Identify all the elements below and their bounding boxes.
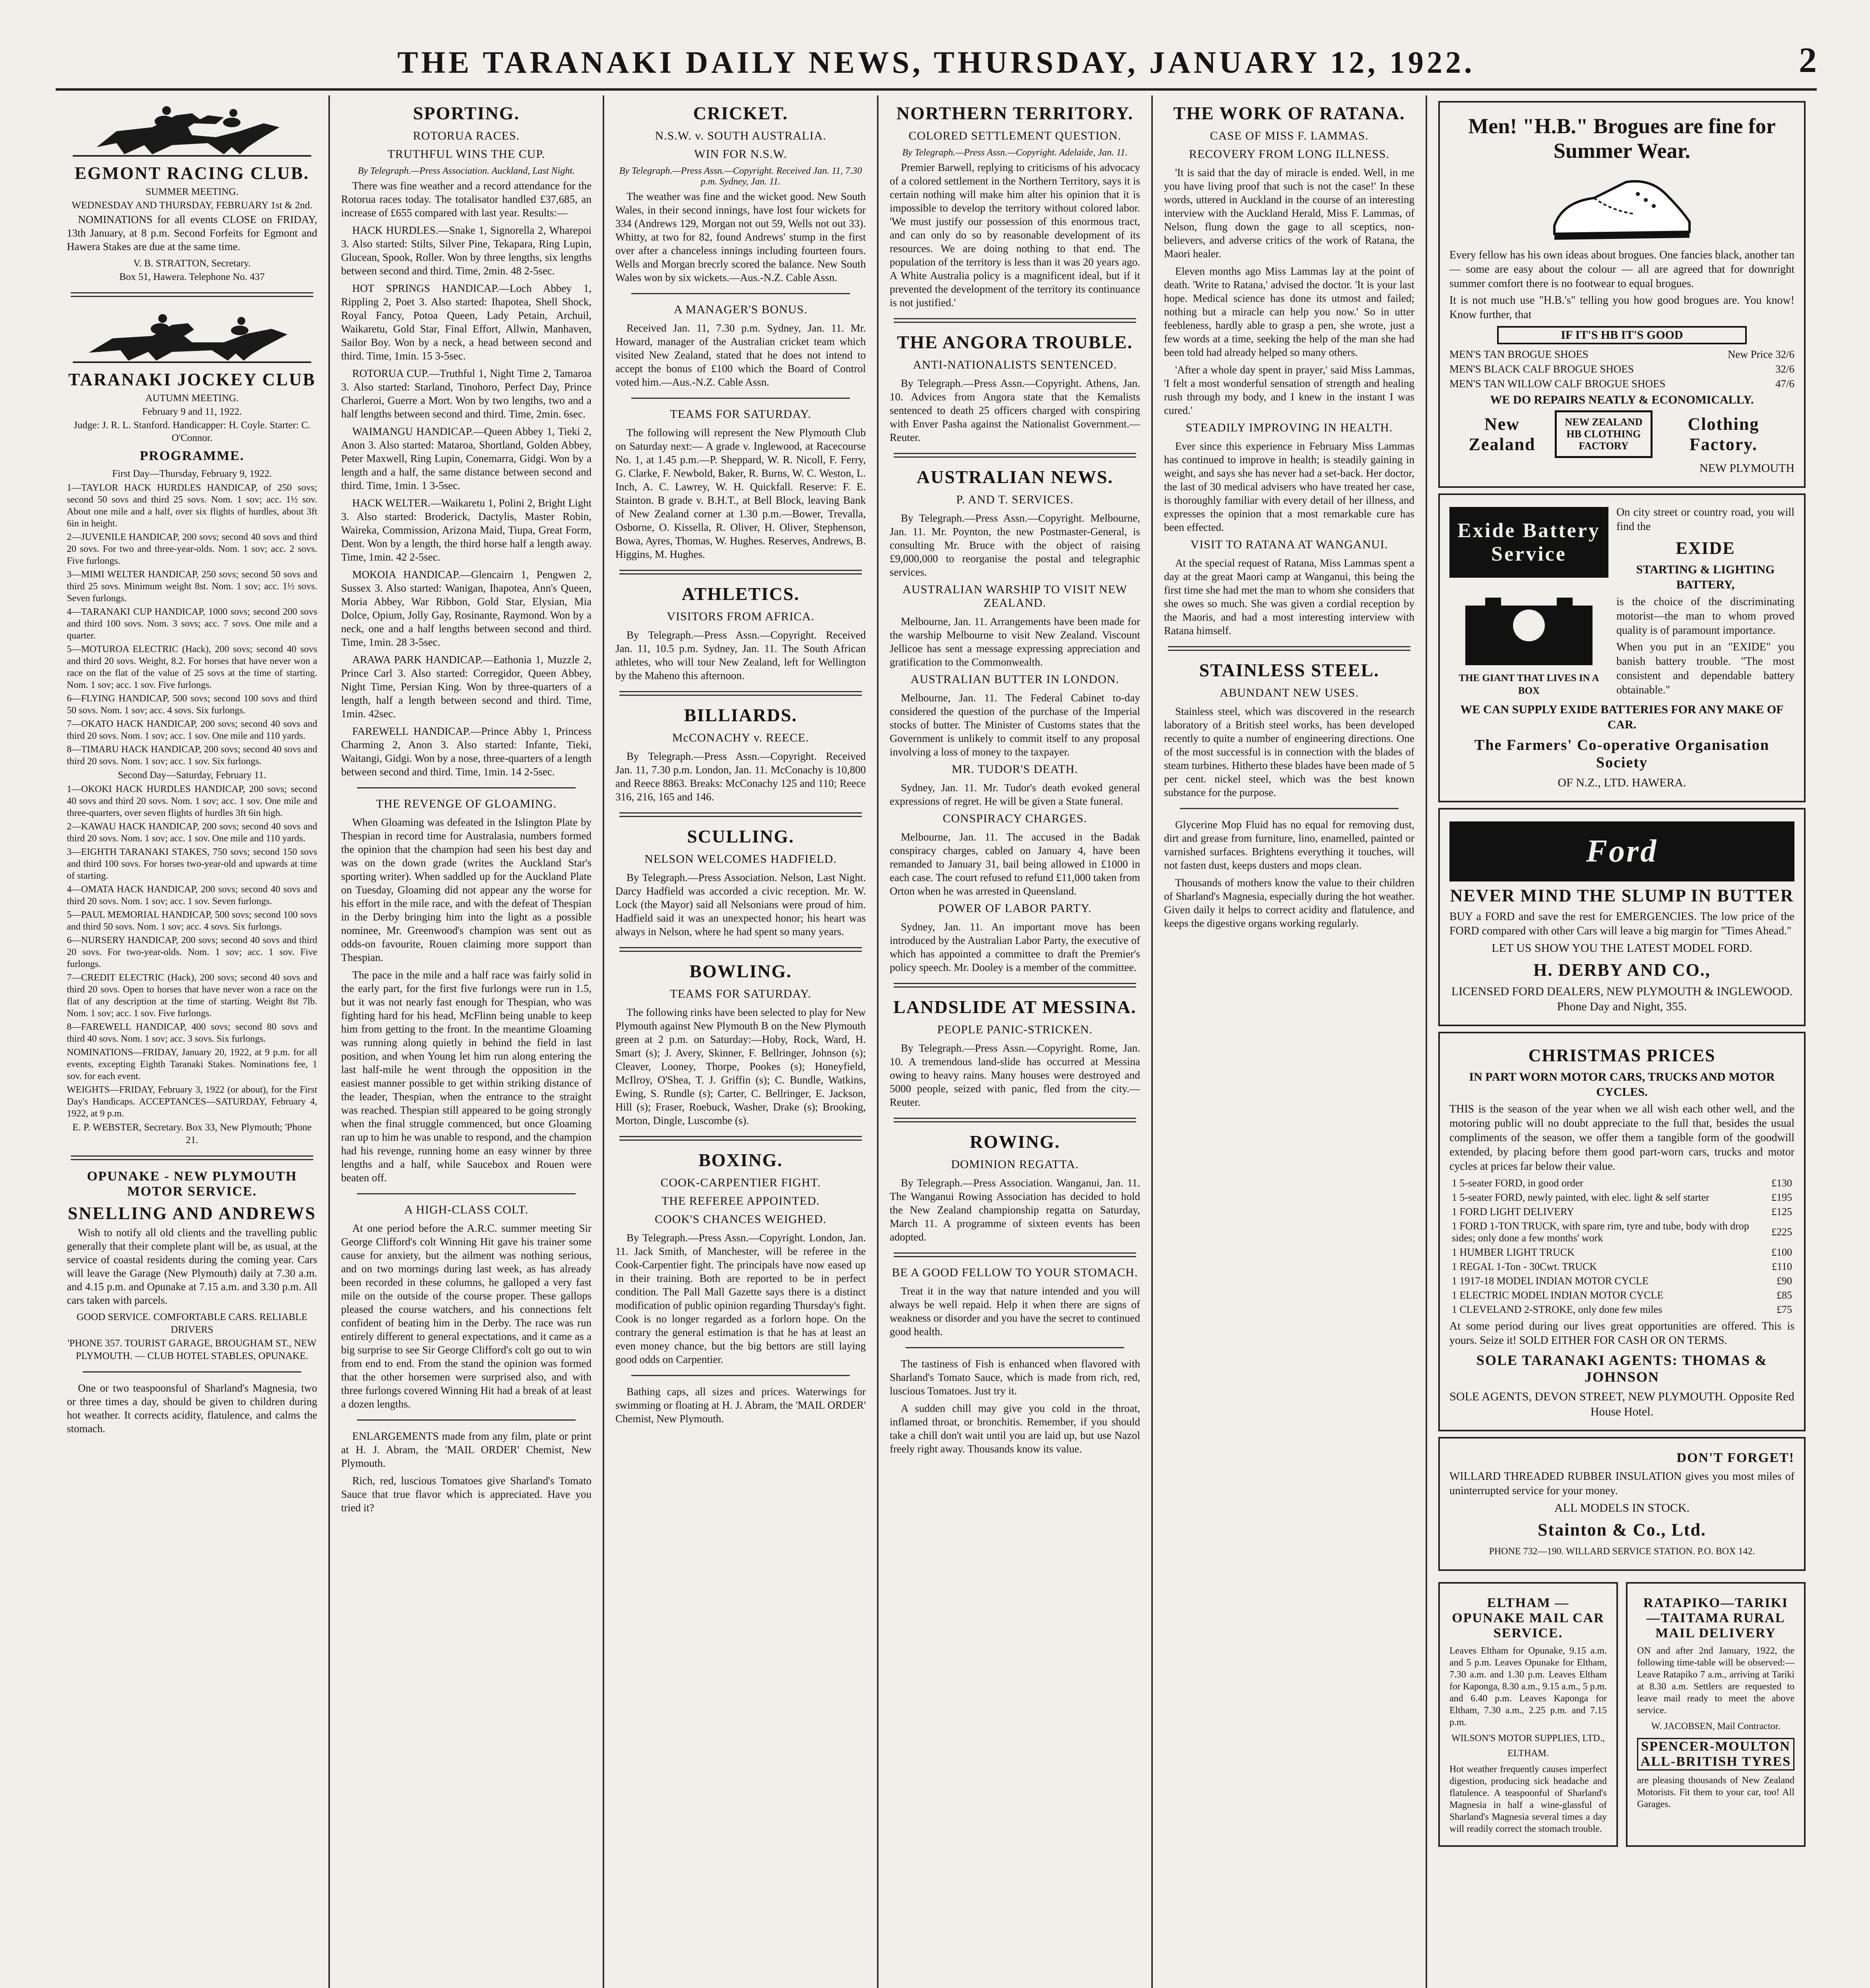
nz-factory-row [1449,410,1794,458]
messina-heading: LANDSLIDE AT MESSINA. [893,997,1137,1017]
price-row [1449,348,1794,361]
table-row [1449,1260,1794,1274]
nz-left: New Zealand [1468,414,1536,454]
divider [619,812,862,817]
improve-heading: STEADILY IMPROVING IN HEALTH. [1185,421,1393,434]
article-paragraph: Eleven months ago Miss Lammas lay at the point of death. 'Write to Ratana,' advised the doctor. 'It is your last hope. Medical science has done its utmost and failed; nothing but a miracle can help you now.' So in utter feebleness, hardly able to grasp a pen, she wrote, just a few words at a time, seeking the help of the man she had been told had already helped so many others. [1164,265,1414,358]
price-item: MEN'S TAN WILLOW CALF BROGUE SHOES [1449,378,1666,390]
ratapiko-heading: RATAPIKO—TARIKI—TAITAMA RURAL MAIL DELIVERY [1643,1596,1789,1640]
divider [1168,646,1410,651]
ford-logo: Ford [1449,821,1794,881]
article-paragraph: By Telegraph.—Press Assn.—Copyright. Received Jan. 11, 10.5 p.m. Sydney, Jan. 11. The South African athletes, who will tour New Zealand, left for Wellington by the Maheno this afternoon. [615,629,866,681]
divider [357,787,576,788]
article-paragraph: HACK HURDLES.—Snake 1, Signorella 2, Wharepoi 3. Also started: Stilts, Silver Pine, Tekapara, Ring Lupin, Glucean, Spook, Roller. Won by three lengths, six lengths between second and third. Time, 2min. 48 2-5sec. [341,224,592,277]
article-paragraph: The weather was fine and the wicket good. New South Wales, in their second innings, have lost four wickets for 334 (Andrews 129, Morgan not out 59, Wells not out 33). Whitty, at two for 82, found Andrews' stump in the first over after a chanceless innings including fourteen fours. Wells and Morgan brecrly scored the balance. New South Wales won by six wickets.—Aus.-N.Z. Cable Assn. [615,190,866,283]
divider [631,398,850,399]
race-entry: 8—TIMARU HACK HANDICAP, 200 sovs; second 40 sovs and third 20 sovs. Nom. 1 sov; acc. 1 sov. Six furlongs. [67,744,317,767]
article-paragraph: Premier Barwell, replying to criticisms of his advocacy of a colored settlement in the Northern Territory, says it is certain nothing will make him alter his opinion that it is impossible to develop the territory without colored labor. 'We must justify our possession of this enormous tract, and can only do so by reasonable development of its resources. We are doing nothing to that end. The population of the territory is less than it was 20 years ago. A White Australia policy is a magnificent ideal, but if it prevented the development of the territory its continuance is not justified.' [890,161,1140,309]
jockey-officials: Judge: J. R. L. Stanford. Handicapper: H. Coyle. Starter: C. O'Connor. [74,420,310,443]
item-cell: 1 HUMBER LIGHT TRUCK [1452,1246,1575,1258]
farmers-sub: OF N.Z., LTD. HAWERA. [1558,776,1686,789]
exide-brand: EXIDE [1676,538,1735,558]
article-paragraph: Sydney, Jan. 11. An important move has been introduced by the Australian Labor Party, the executive of which has appointed a committee to draft the Premier's policy speech. Mr. Dooley is a member of the committee. [890,921,1140,973]
article-paragraph: FAREWELL HANDICAP.—Prince Abby 1, Princess Charming 2, Anon 3. Also started: Infante, Tieki, Waitangi, Gidgi. Won by a nose, three-quarters of a length between second and third. Time, 1min. 14 2-5sec. [341,725,592,778]
athletics-heading: ATHLETICS. [681,584,800,604]
angora-sub: ANTI-NATIONALISTS SENTENCED. [913,358,1117,371]
divider [619,570,862,575]
exide-text2: is the choice of the discriminating motorist—the man to whom proved quality is of paramount importance. [1616,596,1794,637]
xmas-text: THIS is the season of the year when we all wish each other well, and the motoring public will no doubt appreciate to the full that, besides the usual compliments of the season, we offer them a tangible form of the goodwill extended, by placing before them good part-worn cars, trucks and motor cycles at prices far below their value. [1449,1103,1794,1173]
exide-text: On city street or country road, you will find the [1616,506,1794,533]
item-cell: 1 FORD LIGHT DELIVERY [1452,1206,1574,1217]
table-row [1449,1288,1794,1303]
price-cell: £130 [1771,1177,1792,1189]
nz-town: NEW PLYMOUTH [1699,462,1794,475]
article-paragraph: Melbourne, Jan. 11. The Federal Cabinet to-day considered the question of the purchase of the Imperial stocks of butter. The Minister of Customs states that the Government is unlikely to commit itself to any proposal involving a loss of money to the taxpayer. [890,692,1140,758]
article-paragraph: Ever since this experience in February Miss Lammas has continued to improve in health; is steadily gaining in weight, and says she has never had a set-back. Her doctor, the last of 30 medical advisers who have treated her case, is thoroughly familiar with every detail of her illness, and expresses the opinion that a most remarkable cure has been effected. [1164,440,1414,533]
ratana-heading: THE WORK OF RATANA. [1173,103,1405,123]
table-row [1449,1245,1794,1260]
chill-ad: A sudden chill may give you cold in the throat, inflamed throat, or bronchitis. Remember, if you should take a chill don't wait until you are laid up, but use Nazol freely right away. Thousands know its value. [890,1402,1140,1455]
article-paragraph: WAIMANGU HANDICAP.—Queen Abbey 1, Tieki 2, Anon 3. Also started: Mataroa, Shortland, Golden Abbey, Peter Maxwell, Ring Lupin, Conemarra, Gidgi. Won by a length and a half, the same distance between second and third. Time, 1min. 1 3-5sec. [341,425,592,491]
exide-copy [1608,503,1794,700]
steel-sub: ABUNDANT NEW USES. [1220,686,1359,699]
colt-heading: A HIGH-CLASS COLT. [404,1203,529,1216]
xmas-heading: CHRISTMAS PRICES [1528,1046,1716,1065]
ford-show: LET US SHOW YOU THE LATEST MODEL FORD. [1492,942,1752,955]
race-entry: 1—TAYLOR HACK HURDLES HANDICAP, of 250 sovs; second 50 sovs and third 25 sovs. Nom. 1 sov; acc. 1½ sov. About one mile and a half, over six flights of hurdles, about 3ft 6in in height. [67,483,317,529]
pt-sub: P. AND T. SERVICES. [956,493,1074,506]
rowing-heading: ROWING. [970,1132,1060,1152]
race-entry: 1—OKOKI HACK HURDLES HANDICAP, 200 sovs; second 40 sovs and third 20 sovs. Nom. 1 sov; acc. 1 sov. One mile and three-quarters, over seven flights of hurdles 3ft 6in high. [67,784,317,818]
conspiracy-sub: CONSPIRACY CHARGES. [943,812,1087,825]
eltham-heading: ELTHAM — OPUNAKE MAIL CAR SERVICE. [1452,1596,1604,1640]
article-paragraph: The pace in the mile and a half race was fairly solid in the early part, for the first five furlongs were run in 1.5, but it was not nearly fast enough for Thespian, who was fighting hard for his head, McFlinn being unable to keep him from getting to the front. In the meantime Gloaming was running along quietly in behind the field in last position, and when Young let him run along entering the last half-mile he went through the opposition in the easiest manner possible to get within striking distance of the leader, Thespian, when the entrance to the straight was reached. Thespian still appeared to be going strongly when the final struggle commenced, but once Gloaming ran up to him he was unable to respond, and the champion had his revenge, running home an easy winner by three lengths and a half, while Saucebox and Rouen were beaten off. [341,969,592,1184]
article-paragraph: ROTORUA CUP.—Truthful 1, Night Time 2, Tamaroa 3. Also started: Starland, Tinohoro, Perfect Day, Prince Charleroi, Guerre a Mort. Won by two lengths, two and a half lengths between second and third. Time, 2min. 6sec. [341,367,592,420]
article-paragraph: By Telegraph.—Press Assn.—Copyright. Athens, Jan. 10. Advices from Angora state that the Kemalists sentenced to death 25 officers charged with conspiring with Enver Pasha against the Nationalist Government.—Reuter. [890,377,1140,443]
article-paragraph: By Telegraph.—Press Association. Nelson, Last Night. Darcy Hadfield was accorded a civic reception. Mr. W. Lock (the Mayor) said all Nelsonians were proud of him. Hadfield said it was an unexpected honor; his heart was always in Nelson, where he had spent so many years. [615,872,866,938]
exide-logo: Exide Battery Service [1449,507,1608,578]
exide-slogan: THE GIANT THAT LIVES IN A BOX [1459,673,1599,696]
good-service: GOOD SERVICE. COMFORTABLE CARS. RELIABLE DRIVERS [76,1312,308,1335]
article-paragraph: The following rinks have been selected to play for New Plymouth against New Plymouth B on the New Plymouth green at 2 p.m. on Saturday:—Hoby, Rock, Ward, H. Smart (s); J. Avery, Skinner, F. Bellringer, Johnson (s); Cleaver, Looney, Thorpe, Pookes (s); Honeyfield, McIlroy, O'Shea, T. J. Griffin (s); C. Bundle, Watkins, Ewing, S. Rundle (s); Carter, C. Bellringer, E. Jackson, Hill (s); Fraser, Roebuck, Washer, Drake (s); Brooking, Morton, Dingle, Luscombe (s). [615,1006,866,1126]
magnesia-note: One or two teaspoonsful of Sharland's Magnesia, two or three times a day, should be given to children during hot weather. It corrects acidity, flatulence, and calms the stomach. [67,1382,317,1435]
column-3 [604,95,879,1988]
divider [906,1347,1124,1348]
steel-heading: STAINLESS STEEL. [1199,660,1379,680]
thomas-johnson: SOLE TARANAKI AGENTS: THOMAS & JOHNSON [1476,1352,1768,1385]
egmont-dates: WEDNESDAY AND THURSDAY, FEBRUARY 1st & 2nd. [72,200,312,211]
willard-ad [1438,1437,1806,1571]
divider [619,947,862,952]
sculling-sub: NELSON WELCOMES HADFIELD. [644,852,837,866]
column-1 [56,95,330,1988]
willard-text: WILLARD THREADED RUBBER INSULATION gives you most miles of uninterrupted service for your money. [1449,1470,1794,1497]
angora-heading: THE ANGORA TROUBLE. [897,332,1133,352]
article-paragraph: By Telegraph.—Press Association. Wanganui, Jan. 11. The Wanganui Rowing Association has decided to hold the New Zealand championship regatta on Saturday, March 11. A programme of sixteen events has been adopted. [890,1177,1140,1243]
boxing-sub: COOK-CARPENTIER FIGHT. [660,1176,821,1189]
divider [894,1252,1136,1257]
article-paragraph: By Telegraph.—Press Assn.—Copyright. Melbourne, Jan. 11. Mr. Poynton, the new Postmaster-General, is consulting Mr. Bruce with the object of raising £9,000,000 to reorganise the postal and telegraphic services. [890,512,1140,578]
xmas-sub: IN PART WORN MOTOR CARS, TRUCKS AND MOTOR CYCLES. [1469,1070,1775,1099]
article-paragraph: By Telegraph.—Press Assn.—Copyright. Received Jan. 11, 7.30 p.m. London, Jan. 11. McConachy is 10,800 and Reece 8863. Breaks: McConachy 125 and 110; Reece 316, 216, 165 and 146. [615,750,866,803]
egmont-meeting: SUMMER MEETING. [145,186,239,197]
egmont-box: Box 51, Hawera. Telephone No. 437 [119,272,265,282]
bathing-ad: Bathing caps, all sizes and prices. Waterwings for swimming or floating at H. J. Abram, the 'MAIL ORDER' Chemist, New Plymouth. [615,1386,866,1425]
teams-heading: TEAMS FOR SATURDAY. [670,408,811,421]
article-paragraph: There was fine weather and a record attendance for the Rotorua races today. The totalisator handled £37,685, an increase of £655 compared with last year. Results:— [341,180,592,219]
race-entry: 5—MOTUROA ELECTRIC (Hack), 200 sovs; second 40 sovs and third 20 sovs. Weight, 8.2. For horses that have never won a race on the flat of the value of 25 sovs at the time of starting. Nom. 1 sov; acc. 1 sov. Five furlongs. [67,644,317,690]
divider [894,1118,1136,1122]
ford-heading: NEVER MIND THE SLUMP IN BUTTER [1450,886,1794,905]
egmont-club-title: EGMONT RACING CLUB. [74,163,310,183]
glycerine-ad: Glycerine Mop Fluid has no equal for removing dust, dirt and grease from furniture, lino, enamelled, painted or varnished surfaces. Brightens everything it touches, will not fasten dust, keeps dusters and mops clean. [1164,819,1414,871]
divider [619,1136,862,1141]
hot-weather: Hot weather frequently causes imperfect digestion, producing sick headache and flatulence. A teaspoonful of Sharland's Magnesia in half a wine-glassful of Sharland's Magnesia several times a day will readily correct the stomach trouble. [1449,1764,1607,1834]
weights: WEIGHTS—FRIDAY, February 3, 1922 (or about), for the First Day's Handicaps. ACCEPTANCES—SATURDAY, February 4, 1922, at 9 p.m. [67,1085,317,1119]
exide-sub: STARTING & LIGHTING BATTERY, [1636,563,1775,591]
jacobsen: W. JACOBSEN, Mail Contractor. [1651,1721,1781,1732]
price-value: 47/6 [1775,378,1794,390]
exide-row [1449,503,1794,700]
hb-brogues-ad [1438,101,1806,488]
butter-sub: AUSTRALIAN BUTTER IN LONDON. [910,673,1119,686]
rotorua-sub: ROTORUA RACES. [413,129,520,142]
exide-supply: WE CAN SUPPLY EXIDE BATTERIES FOR ANY MAKE OF CAR. [1460,703,1784,731]
labor-sub: POWER OF LABOR PARTY. [938,902,1092,915]
ford-ad [1438,808,1806,1026]
egmont-text: NOMINATIONS for all events CLOSE on FRIDAY, 13th January, at 8 p.m. Second Forfeits for Egmont and Hawera Stakes are due at the same time. [67,214,317,252]
race-entry: 6—NURSERY HANDICAP, 200 sovs; second 40 sovs and third 20 sovs. For two-year-olds. Nom. 1 sov; acc. 1 sov. Five furlongs. [67,935,317,969]
nominations: NOMINATIONS—FRIDAY, January 20, 1922, at 9 p.m. for all events, excepting Eighth Taranaki Stakes. Nominations fee, 1 sov. for each event. [67,1047,317,1081]
boxing-sub2: THE REFEREE APPOINTED. [661,1194,820,1208]
divider [1180,808,1399,809]
messina-sub: PEOPLE PANIC-STRICKEN. [937,1023,1093,1036]
snelling-text: Wish to notify all old clients and the travelling public generally that their complete plant will be, as usual, at the service of coastal residents during the coming year. Cars will leave the Garage (New Plymouth) daily at 7.30 a.m. and 4.15 p.m. and Opunake at 7.15 a.m. and 3.30 p.m. All cars taken with parcels. [67,1227,317,1306]
exide-logo-block [1449,503,1608,700]
item-cell: 1 5-seater FORD, in good order [1452,1177,1583,1189]
tudor-sub: MR. TUDOR'S DEATH. [952,763,1078,776]
divider [71,292,313,297]
bottom-ads-row [1438,1576,1806,1852]
divider [357,1193,576,1194]
price-row [1449,363,1794,375]
billiards-heading: BILLIARDS. [684,705,797,725]
stainton-name: Stainton & Co., Ltd. [1538,1520,1706,1540]
opunake-heading: OPUNAKE - NEW PLYMOUTH MOTOR SERVICE. [87,1169,297,1199]
thomas-sub: SOLE AGENTS, DEVON STREET, NEW PLYMOUTH. Opposite Red House Hotel. [1449,1390,1794,1418]
bowling-sub: TEAMS FOR SATURDAY. [670,987,811,1000]
bonus-heading: A MANAGER'S BONUS. [674,303,807,316]
xmas-price-table [1449,1176,1794,1317]
hb-banner: IF IT'S HB IT'S GOOD [1497,326,1747,344]
race-entry: 7—CREDIT ELECTRIC (Hack), 200 sovs; second 40 sovs and third 20 sovs. Open to horses that have never won a race on the flat of any description at the time of starting. Weight 8st 7lb. Nom. 1 sov; acc. 1 sov. Five furlongs. [67,973,317,1019]
bowling-heading: BOWLING. [689,961,792,981]
thousands-ad: Thousands of mothers know the value to their children of Sharland's Magnesia, especially during the hot weather. Given daily it helps to correct acidity and flatulence, and keeps the digestive organs working regularly. [1164,877,1414,929]
cricket-sub: N.S.W. v. SOUTH AUSTRALIA. [655,129,826,142]
boxing-heading: BOXING. [698,1150,783,1170]
item-cell: 1 CLEVELAND 2-STROKE, only done few miles [1452,1304,1662,1315]
derby-sub: LICENSED FORD DEALERS, NEW PLYMOUTH & INGLEWOOD. Phone Day and Night, 355. [1451,985,1793,1013]
willard-stock: ALL MODELS IN STOCK. [1554,1501,1690,1514]
divider [619,691,862,696]
billiards-sub: McCONACHY v. REECE. [672,731,809,744]
column-6 [1427,95,1817,1988]
price-row [1449,378,1794,390]
article-paragraph: HACK WELTER.—Waikaretu 1, Polini 2, Bright Light 3. Also started: Broderick, Dactylis, Master Robin, Waireka, Commission, Arizona Maid, Tiupa, Great Form, Dent. Won by a length, the third horse half a length away. Time, 1min. 42 2-5sec. [341,497,592,563]
price-cell: £125 [1771,1206,1792,1217]
ratapiko-ad [1626,1582,1806,1847]
masthead [56,37,1817,91]
hb-text2: It is not much use "H.B.'s" telling you how good brogues are. You know! Know further, that [1449,294,1794,321]
derby-name: H. DERBY AND CO., [1533,960,1711,980]
spencer-text: are pleasing thousands of New Zealand Motorists. Fit them to your car, too! All Garages. [1637,1775,1794,1809]
table-row [1449,1303,1794,1317]
column-2 [330,95,604,1988]
divider [894,983,1136,988]
snelling-foot: 'PHONE 357. TOURIST GARAGE, BROUGHAM ST., NEW PLYMOUTH. — CLUB HOTEL STABLES, OPUNAKE. [67,1338,317,1361]
snelling-heading: SNELLING AND ANDREWS [68,1204,316,1223]
jockey-illustration-icon [73,306,311,365]
exide-text3: When you put in an "EXIDE" you banish battery trouble. "The most consistent and dependable battery obtainable." [1616,641,1794,696]
price-cell: £100 [1771,1246,1792,1258]
cricket-sub2: WIN FOR N.S.W. [694,148,787,161]
item-cell: 1 ELECTRIC MODEL INDIAN MOTOR CYCLE [1452,1289,1664,1301]
article-paragraph: Melbourne, Jan. 11. Arrangements have been made for the warship Melbourne to visit New Zealand. Viscount Jellicoe has sent a message expressing appreciation and gratification to the Commonwealth. [890,615,1140,668]
article-paragraph: By Telegraph.—Press Assn.—Copyright. London, Jan. 11. Jack Smith, of Manchester, will be referee in the Cook-Carpentier fight. The principals have now eased up in their training. Both are reported to be in perfect condition. The Pall Mall Gazette says there is a distinct modification of public opinion regarding Thursday's fight. Cook is no longer regarded as a forlorn hope. On the contrary the general estimation is that he has at least an even money chance, but the big bettors are still laying good odds on Carpentier. [615,1232,866,1365]
first-day: First Day—Thursday, February 9, 1922. [112,468,272,479]
price-cell: £90 [1777,1275,1792,1287]
boxing-sub3: COOK'S CHANCES WEIGHED. [654,1213,827,1226]
article-paragraph: By Telegraph.—Press Assn.—Copyright. Rome, Jan. 10. A tremendous land-slide has occurred at Messina owing to heavy rains. Many houses were destroyed and 5000 people, seized with panic, fled from the city.—Reuter. [890,1042,1140,1108]
price-cell: £85 [1777,1289,1792,1301]
race-entry: 2—JUVENILE HANDICAP, 200 sovs; second 40 sovs and third 20 sovs. For two and three-year-olds. Nom. 1 sov; acc. 2 sovs. Five furlongs. [67,532,317,566]
article-paragraph: MOKOIA HANDICAP.—Glencairn 1, Pengwen 2, Sussex 3. Also started: Wanigan, Ihapotea, Ann's Queen, Moria Abbey, War Ribbon, Gold Star, Elysian, Mia Dolce, Opium, Jolly Gay, Rosinante, Raymond. Won by a neck, one and a half lengths between second and third. Time, 1min. 28 3-5sec. [341,569,592,648]
article-paragraph: HOT SPRINGS HANDICAP.—Loch Abbey 1, Rippling 2, Poet 3. Also started: Ihapotea, Shell Shock, Royal Fancy, Potoa Queen, Lady Petain, Archuil, Waikaretu, Gold Star, Final Effort, Allwin, Manhaven, Sailor Boy. Won by a neck, a head between second and third. Time, 1min. 15 3-5sec. [341,282,592,362]
good-fellow-heading: BE A GOOD FELLOW TO YOUR STOMACH. [892,1266,1138,1279]
table-row [1449,1190,1794,1205]
exide-ad [1438,493,1806,802]
battery-icon [1449,582,1608,669]
second-day: Second Day—Saturday, February 11. [118,770,266,780]
nt-sub: COLORED SETTLEMENT QUESTION. [908,129,1121,142]
divider [894,453,1136,458]
spencer-moulton: SPENCER-MOULTON ALL-BRITISH TYRES [1637,1738,1794,1771]
divider [83,1371,301,1373]
price-cell: £110 [1771,1261,1792,1272]
cricket-heading: CRICKET. [693,103,788,123]
dateline: By Telegraph.—Press Assn.—Copyright. Received Jan. 11, 7.30 p.m. Sydney, Jan. 11. [619,166,862,187]
ratana-sub2: RECOVERY FROM LONG ILLNESS. [1189,148,1390,161]
jockey-meeting: AUTUMN MEETING. [145,393,239,404]
jockey-dates: February 9 and 11, 1922. [142,406,242,417]
tomato-ad: Rich, red, luscious Tomatoes give Sharland's Tomato Sauce that true flavor which is appreciated. Have you tried it? [341,1475,592,1514]
race-entry: 3—EIGHTH TARANAKI STAKES, 750 sovs; second 150 sovs and third 100 sovs. For horses two-year-old and upwards at time of starting. [67,847,317,881]
article-paragraph: Sydney, Jan. 11. Mr. Tudor's death evoked general expressions of regret. He will be given a State funeral. [890,782,1140,807]
programme-heading: PROGRAMME. [140,448,244,463]
racehorse-illustration-icon [73,99,311,159]
truthful-sub: TRUTHFUL WINS THE CUP. [387,148,545,161]
nz-logo: NEW ZEALAND HB CLOTHING FACTORY [1555,410,1653,458]
farmers-title: The Farmers' Co-operative Organisation Society [1474,737,1769,771]
sculling-heading: SCULLING. [687,826,794,846]
divider [71,1155,313,1160]
table-row [1449,1176,1794,1190]
table-row [1449,1274,1794,1288]
item-cell: 1 1917-18 MODEL INDIAN MOTOR CYCLE [1452,1275,1649,1287]
eltham-text: Leaves Eltham for Opunake, 9.15 a.m. and 5 p.m. Leaves Opunake for Eltham, 7.30 a.m. and 1.30 p.m. Leaves Eltham for Kaponga, 8.30 a.m., 9.15 a.m., 5 p.m. and 6.40 p.m. Leaves Kaponga for Eltham, 7.30 a.m., 2.25 p.m. and 7.15 p.m. [1449,1646,1607,1728]
item-cell: 1 REGAL 1-Ton - 30Cwt. TRUCK [1452,1261,1597,1272]
race-entry: 7—OKATO HACK HANDICAP, 200 sovs; second 40 sovs and third 20 sovs. Nom. 1 sov; acc. 1 sov. One mile and 110 yards. [67,719,317,741]
table-row [1449,1205,1794,1219]
xmas-foot: At some period during our lives great opportunities are offered. This is yours. Seize it! SOLD EITHER FOR CASH OR ON TERMS. [1449,1320,1794,1347]
article-paragraph: Stainless steel, which was discovered in the research laboratory of a British steel works, has been developed recently to quite a number of engineering directions. One of the most successful is in connection with the blades of steam turbines. Hitherto these blades have been made of 5 per cent. nickel steel, which was the best known substance for the purpose. [1164,705,1414,798]
eltham-ad [1438,1582,1618,1847]
divider [357,1419,576,1421]
athletics-sub: VISITORS FROM AFRICA. [667,610,815,623]
australian-news-heading: AUSTRALIAN NEWS. [916,467,1113,487]
article-paragraph: The following will represent the New Plymouth Club on Saturday next:— A grade v. Inglewood, at Racecourse No. 1, at 1.45 p.m.—P. Sheppard, W. R. Nicoll, F. Ferry, G. Clarke, F. Newbold, Baker, R. Burns, W. C. Weston, L. Inch, A. C. Lawrey, W. H. Quickfall. Reserve: F. E. Stainton. B grade v. B.H.T., at Bell Block, leaving Bank of New Zealand corner at 1.30 p.m.—Bower, Trevalla, Osborne, O. Kissella, R. Oliver, H. Oliver, Stephenson, Bowa, Ayres, Thomas, W. Hughes. Reserves, Andrews, B. Higgins, M. Hughes. [615,427,866,560]
page-number: 2 [1799,41,1817,80]
dateline: By Telegraph.—Press Assn.—Copyright. Adelaide, Jan. 11. [902,148,1128,158]
column-5 [1153,95,1427,1988]
price-value: 32/6 [1775,363,1794,375]
price-item: MEN'S BLACK CALF BROGUE SHOES [1449,363,1634,375]
article-paragraph: Treat it in the way that nature intended and you will always be well repaid. Help it when there are signs of weakness or disorder and you have the secret to continued good health. [890,1285,1140,1338]
article-paragraph: 'It is said that the day of miracle is ended. Well, in me you have living proof that such is not the case!' In these words, uttered in Auckland in the course of an interesting interview with the Auckland Herald, Miss F. Lammas, of Nelson, flung down the gage to all sceptics, non-believers, and adverse critics of the work of Ratana, the Maori healer. [1164,167,1414,260]
fish-ad: The tastiness of Fish is enhanced when flavored with Sharland's Tomato Sauce, which is made from rich, red, luscious Tomatoes. Just try it. [890,1358,1140,1397]
race-entry: 3—MIMI WELTER HANDICAP, 250 sovs; second 50 sovs and third 25 sovs. Minimum weight 8st. Nom. 1 sov; acc. 1½ sovs. Seven furlongs. [67,569,317,604]
article-paragraph: When Gloaming was defeated in the Islington Plate by Thespian in record time for Australasia, numbers formed the opinion that the champion had seen his best day and was on the down grade (writes the Auckland Star's sporting writer). When saddled up for the Auckland Plate on Tuesday, Gloaming did not appear any the worse for his effort in the mile race, and with the defeat of Thespian in the Derby bringing him into the light as a possible nominee, Mr. Greenwood's champion was sent out as odds-on favourite, Rouen claiming more support than Thespian. [341,816,592,963]
article-paragraph: Received Jan. 11, 7.30 p.m. Sydney, Jan. 11. Mr. Howard, manager of the Australian cricket team which visited New Zealand, stated that he does not intend to accept the bonus of £100 which the Board of Control voted him.—Aus.-N.Z. Cable Assn. [615,322,866,388]
table-row [1449,1219,1794,1245]
jockey-club-title: TARANAKI JOCKEY CLUB [68,370,316,389]
gloaming-heading: THE REVENGE OF GLOAMING. [376,797,557,810]
article-paragraph: 'After a whole day spent in prayer,' said Miss Lammas, 'I felt a most wonderful sensation of strength and healing rush through my body, and I knew in the instant I was cured.' [1164,364,1414,416]
visit-heading: VISIT TO RATANA AT WANGANUI. [1190,538,1388,551]
brogue-shoe-icon [1546,166,1697,246]
item-cell: 1 FORD 1-TON TRUCK, with spare rim, tyre and tube, body with drop sides; only done a few months' work [1452,1220,1749,1244]
price-value: New Price 32/6 [1728,348,1794,360]
price-item: MEN'S TAN BROGUE SHOES [1449,348,1589,360]
masthead-title: THE TARANAKI DAILY NEWS, THURSDAY, JANUARY 12, 1922. [397,45,1475,80]
ford-text: BUY a FORD and save the rest for EMERGENCIES. The low price of the FORD compared with other Cars will leave a big margin for "Times Ahead." [1449,911,1794,937]
divider [631,293,850,294]
hb-text: Every fellow has his own ideas about brogues. One fancies black, another tan — some are easy about the colour — all are agreed that for downright summer comfort there is no footwear to equal brogues. [1449,249,1794,290]
race-entry: 4—TARANAKI CUP HANDICAP, 1000 sovs; second 200 sovs and third 100 sovs. Nom. 3 sovs; acc. 7 sovs. One mile and a quarter. [67,607,317,641]
column-4 [879,95,1153,1988]
enlargements-ad: ENLARGEMENTS made from any film, plate or print at H. J. Abram, the 'MAIL ORDER' Chemist, New Plymouth. [341,1430,592,1469]
dateline: By Telegraph.—Press Association. Auckland, Last Night. [357,166,575,176]
price-cell: £225 [1771,1226,1792,1238]
race-entry: 2—KAWAU HACK HANDICAP, 200 sovs; second 40 sovs and third 20 sovs. Nom. 1 sov; acc. 1 sov. One mile and 110 yards. [67,821,317,844]
divider [894,318,1136,323]
wilson: WILSON'S MOTOR SUPPLIES, LTD., ELTHAM. [1451,1733,1605,1759]
race-entry: 5—PAUL MEMORIAL HANDICAP, 500 sovs; second 100 sovs and third 50 sovs. Nom. 1 sov; acc. 4 sovs. Six furlongs. [67,910,317,932]
ratapiko-text: ON and after 2nd January, 1922, the following time-table will be observed:— Leave Ratapiko 7 a.m., arriving at Tariki at 8.30 a.m. Settlers are requested to leave mail ready to meet the above service. [1637,1646,1794,1716]
webster-secretary: E. P. WEBSTER, Secretary. Box 33, New Plymouth; 'Phone 21. [72,1122,312,1145]
divider [631,1375,850,1376]
article-paragraph: ARAWA PARK HANDICAP.—Eathonia 1, Muzzle 2, Prince Carl 3. Also started: Corregidor, Queen Abbey, Night Time, Persian King. Won by three-quarters of a length, half a length between second and third. Time, 1min. 42sec. [341,654,592,720]
willard-heading: DON'T FORGET! [1676,1450,1794,1465]
hb-title: Men! "H.B." Brogues are fine for Summer Wear. [1468,114,1776,163]
race-entry: 6—FLYING HANDICAP, 500 sovs; second 100 sovs and third 50 sovs. Nom. 1 sov; acc. 4 sovs. Six furlongs. [67,693,317,716]
item-cell: 1 5-seater FORD, newly painted, with elec. light & self starter [1452,1192,1709,1203]
article-paragraph: Melbourne, Jan. 11. The accused in the Badak conspiracy charges, cabled on January 4, have been remanded to January 31, bail being allowed in £1000 in each case. The court refused to refund £11,000 taken from Orton when he was arrested in Queensland. [890,831,1140,897]
northern-territory-heading: NORTHERN TERRITORY. [896,103,1134,123]
hb-repairs: WE DO REPAIRS NEATLY & ECONOMICALLY. [1490,393,1754,406]
article-paragraph: At the special request of Ratana, Miss Lammas spent a day at the great Maori camp at Wanganui, this being the first time she had met the man to whom she considers that she owes so much. She was given a cordial reception by the Maoris, and had a most interesting interview with Ratana himself. [1164,557,1414,637]
christmas-prices-ad [1438,1032,1806,1431]
race-entry: 8—FAREWELL HANDICAP, 400 sovs; second 80 sovs and third 40 sovs. Nom. 1 sov; acc. 3 sovs. Six furlongs. [67,1022,317,1044]
rowing-sub: DOMINION REGATTA. [951,1158,1079,1171]
warship-sub: AUSTRALIAN WARSHIP TO VISIT NEW ZEALAND. [902,583,1127,610]
nz-right: Clothing Factory. [1688,414,1759,454]
willard-phone: PHONE 732—190. WILLARD SERVICE STATION. P.O. BOX 142. [1489,1546,1755,1557]
race-entry: 4—OMATA HACK HANDICAP, 200 sovs; second 40 sovs and third 20 sovs. Nom. 1 sov; acc. 1 sov. Seven furlongs. [67,884,317,907]
article-paragraph: At one period before the A.R.C. summer meeting Sir George Clifford's colt Winning Hit gave his trainer some cause for anxiety, but the ailment was nothing serious, and on two mornings during last week, as has already been recorded in these columns, he galloped a very fast mile on the outside of the course proper. These gallops pleased the course watchers, and his connections felt confident of beating him in the Derby. The race was run entirely different to general expectations, and it came as a big surprise to see Sir George Clifford's colt go out to win from end to end. From the stand the opinion was formed that the other horsemen were surprised also, and with three furlongs covered Winning Hit had a break of at least a dozen lengths. [341,1222,592,1410]
egmont-secretary: V. B. STRATTON, Secretary. [133,258,251,269]
price-cell: £75 [1777,1304,1792,1315]
ratana-sub: CASE OF MISS F. LAMMAS. [1210,129,1369,142]
sporting-heading: SPORTING. [413,103,520,123]
price-cell: £195 [1771,1192,1792,1203]
